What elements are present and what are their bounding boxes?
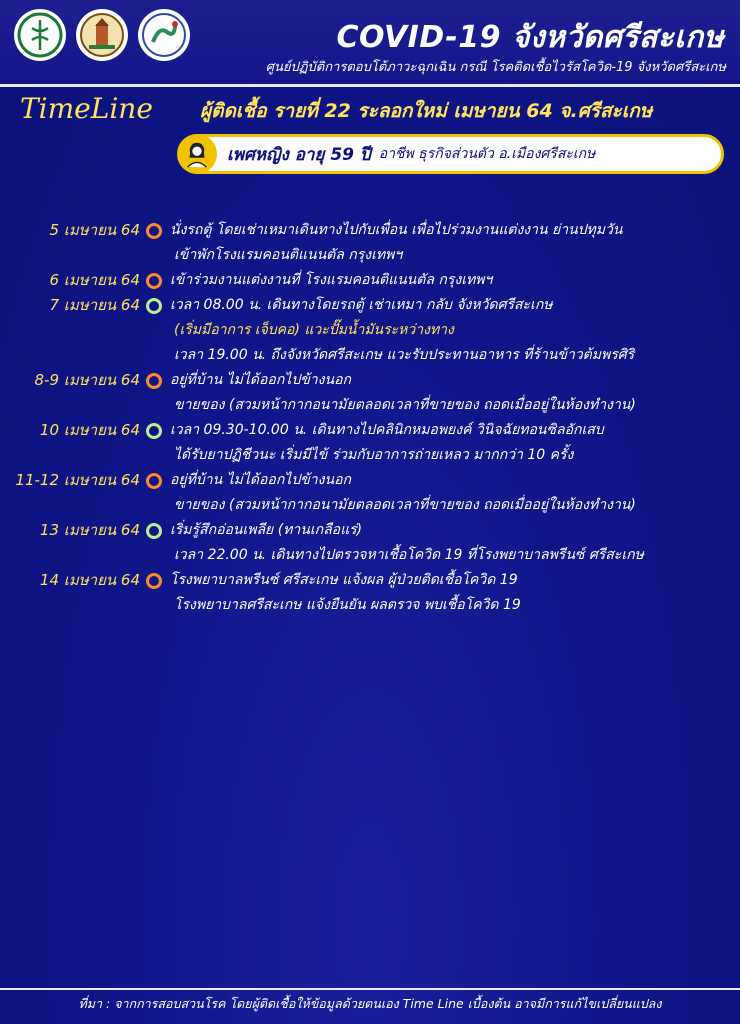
timeline-event-text: เวลา 09.30-10.00 น. เดินทางไปคลินิกหมอพยงค์ วินิจฉัยทอนซิลอักเสบ: [170, 422, 604, 438]
timeline-entry-row: [0, 218, 740, 243]
page-subtitle: ศูนย์ปฏิบัติการตอบโต้ภาวะฉุกเฉิน กรณี โรคติดเชื้อไวรัสโควิด-19 จังหวัดศรีสะเกษ: [265, 60, 726, 75]
timeline-dot-icon: [146, 473, 162, 489]
timeline-entry-continuation: [0, 443, 740, 468]
timeline-entry: [0, 268, 740, 293]
patient-details: อาชีพ ธุรกิจส่วนตัว อ.เมืองศรีสะเกษ: [378, 146, 596, 162]
timeline-list: [0, 218, 740, 618]
timeline-entry-continuation: [0, 493, 740, 518]
timeline-entry-row: [0, 418, 740, 443]
timeline-event-text: อยู่ที่บ้าน ไม่ได้ออกไปข้างนอก: [170, 372, 351, 388]
timeline-entry-row: [0, 468, 740, 493]
timeline-event-text: (เริ่มมีอาการ เจ็บคอ) แวะปั๊มน้ำมันระหว่างทาง: [174, 322, 454, 338]
timeline-dot-icon: [146, 423, 162, 439]
timeline-event-text: เวลา 19.00 น. ถึงจังหวัดศรีสะเกษ แวะรับประทานอาหาร ที่ร้านข้าวต้มพรศิริ: [174, 347, 635, 363]
timeline-entry: [0, 418, 740, 468]
timeline-event-text: โรงพยาบาลพรีนซ์ ศรีสะเกษ แจ้งผล ผู้ป่วยติดเชื้อโควิด 19: [170, 572, 518, 588]
timeline-dot-icon: [146, 523, 162, 539]
header-divider: [0, 84, 740, 87]
case-title: ผู้ติดเชื้อ รายที่ 22 ระลอกใหม่ เมษายน 64 จ.ศรีสะเกษ: [200, 100, 653, 122]
patient-info-pill: [178, 134, 724, 174]
timeline-dot-icon: [146, 373, 162, 389]
timeline-event-text: นั่งรถตู้ โดยเช่าเหมาเดินทางไปกับเพื่อน เพื่อไปร่วมงานแต่งงาน ย่านปทุมวัน: [170, 222, 623, 238]
timeline-entry-row: [0, 568, 740, 593]
footer-source-note: ที่มา : จากการสอบสวนโรค โดยผู้ติดเชื้อให้ข้อมูลด้วยตนเอง Time Line เบื้องต้น อาจมีการแก้ไขเปลี่ยนแปลง: [78, 996, 662, 1011]
timeline-entry-continuation: [0, 318, 740, 343]
page-title: COVID-19 จังหวัดศรีสะเกษ: [336, 20, 724, 55]
timeline-label: TimeLine: [20, 92, 153, 125]
timeline-entry-continuation: [0, 393, 740, 418]
timeline-date: 6 เมษายน 64: [49, 271, 140, 289]
timeline-entry-continuation: [0, 243, 740, 268]
timeline-date: 8-9 เมษายน 64: [34, 371, 140, 389]
timeline-date: 10 เมษายน 64: [39, 421, 140, 439]
timeline-entry: [0, 368, 740, 418]
timeline-entry-continuation: [0, 593, 740, 618]
timeline-event-text: อยู่ที่บ้าน ไม่ได้ออกไปข้างนอก: [170, 472, 351, 488]
timeline-entry: [0, 293, 740, 368]
timeline-event-text: ได้รับยาปฏิชีวนะ เริ่มมีไข้ ร่วมกับอาการถ่ายเหลว มากกว่า 10 ครั้ง: [174, 447, 574, 463]
timeline-date: 13 เมษายน 64: [39, 521, 140, 539]
patient-summary: เพศหญิง อายุ 59 ปี: [227, 144, 371, 165]
timeline-event-text: โรงพยาบาลศรีสะเกษ แจ้งยืนยัน ผลตรวจ พบเชื้อโควิด 19: [174, 597, 521, 613]
timeline-entry-continuation: [0, 343, 740, 368]
timeline-event-text: เวลา 22.00 น. เดินทางไปตรวจหาเชื้อโควิด 19 ที่โรงพยาบาลพรีนซ์ ศรีสะเกษ: [174, 547, 644, 563]
provincial-logo: [76, 9, 128, 61]
timeline-entry-row: [0, 518, 740, 543]
timeline-event-text: เข้าร่วมงานแต่งงานที่ โรงแรมคอนติแนนตัล กรุงเทพฯ: [170, 272, 493, 288]
timeline-entry: [0, 218, 740, 268]
timeline-date: 5 เมษายน 64: [49, 221, 140, 239]
timeline-entry-continuation: [0, 543, 740, 568]
timeline-event-text: ขายของ (สวมหน้ากากอนามัยตลอดเวลาที่ขายของ ถอดเมื่ออยู่ในห้องทำงาน): [174, 397, 636, 413]
timeline-dot-icon: [146, 573, 162, 589]
timeline-event-text: เวลา 08.00 น. เดินทางโดยรถตู้ เช่าเหมา กลับ จังหวัดศรีสะเกษ: [170, 297, 553, 313]
timeline-event-text: เข้าพักโรงแรมคอนติแนนตัล กรุงเทพฯ: [174, 247, 403, 263]
timeline-entry-row: [0, 368, 740, 393]
timeline-entry: [0, 568, 740, 618]
timeline-entry: [0, 468, 740, 518]
woman-avatar-icon: [177, 134, 217, 174]
timeline-entry-row: [0, 293, 740, 318]
footer-divider: [0, 988, 740, 990]
timeline-dot-icon: [146, 273, 162, 289]
timeline-entry-row: [0, 268, 740, 293]
timeline-date: 14 เมษายน 64: [39, 571, 140, 589]
timeline-dot-icon: [146, 298, 162, 314]
timeline-event-text: ขายของ (สวมหน้ากากอนามัยตลอดเวลาที่ขายของ ถอดเมื่ออยู่ในห้องทำงาน): [174, 497, 636, 513]
ministry-of-public-health-logo: [14, 9, 66, 61]
timeline-dot-icon: [146, 223, 162, 239]
timeline-date: 7 เมษายน 64: [49, 296, 140, 314]
timeline-entry: [0, 518, 740, 568]
naga-emblem-logo: [138, 9, 190, 61]
timeline-event-text: เริ่มรู้สึกอ่อนเพลีย (ทานเกลือแร่): [170, 522, 363, 538]
logo-row: [14, 9, 190, 61]
timeline-date: 11-12 เมษายน 64: [15, 471, 140, 489]
